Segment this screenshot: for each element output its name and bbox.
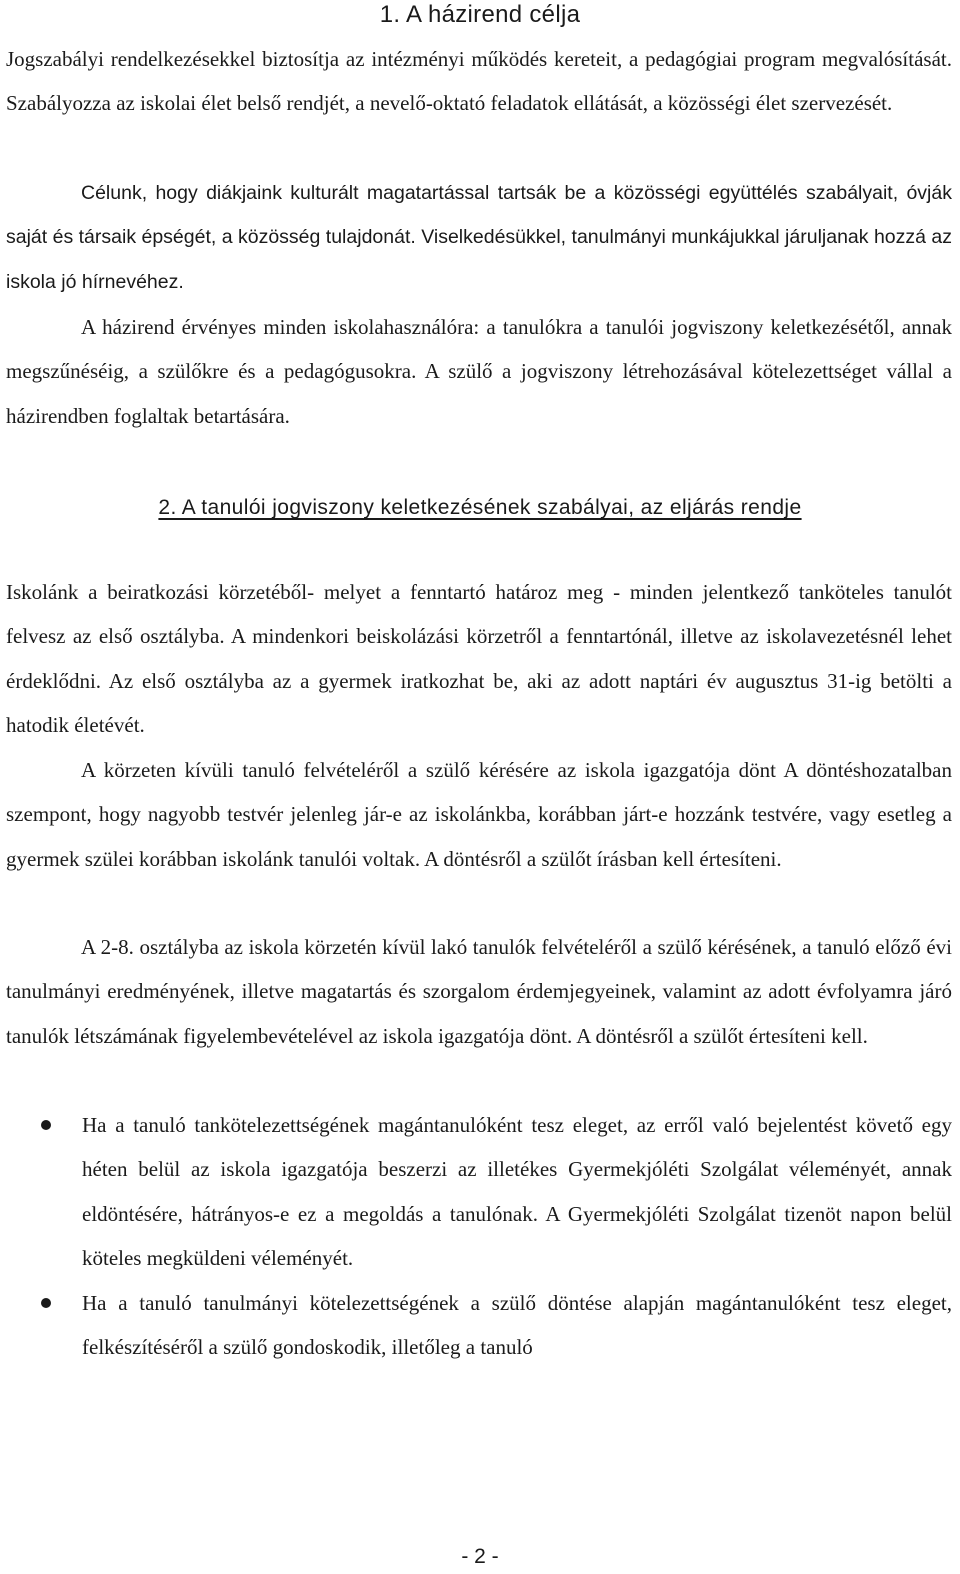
section-1-heading: 1. A házirend célja	[379, 1, 581, 28]
list-item	[0, 1103, 952, 1281]
section-2-paragraph-1: Iskolánk a beiratkozási körzetéből- melyet a fenntartó határoz meg - minden jelentkező tanköteles tanulót felvesz az első osztályba. A mindenkori beiskolázási körzetről a fenntartónál, illetve az iskolavezetésnél lehet érdeklődni. Az első osztályba az a gyermek iratkozhat be, aki az adott naptári év augusztus 31-ig betölti a hatodik életévét.	[6, 580, 952, 738]
bullet-icon	[41, 1120, 51, 1130]
section-2-paragraph-2: A körzeten kívüli tanuló felvételéről a szülő kérésére az iskola igazgatója dönt A döntéshozatalban szempont, hogy nagyobb testvér jelenleg jár-e az iskolánkba, korábban járt-e hozzánk testvére, vagy esetleg a gyermek szülei korábban iskolánk tanulói voltak. A döntésről a szülőt írásban kell értesíteni.	[6, 758, 952, 871]
list-item	[0, 1281, 952, 1370]
section-1-paragraph-2: Célunk, hogy diákjaink kulturált magatartással tartsák be a közösségi együttélés szabályait, óvják saját és társaik épségét, a közösség tulajdonát. Viselkedésükkel, tanulmányi munkájukkal járuljanak hozzá az iskola jó hírnevéhez.	[6, 182, 952, 293]
section-1-paragraph-3: A házirend érvényes minden iskolahasználóra: a tanulókra a tanulói jogviszony keletkezésétől, annak megszűnéséig, a szülőkre és a pedagógusokra. A szülő a jogviszony létrehozásával kötelezettséget vállal a házirendben foglaltak betartására.	[6, 315, 952, 428]
bullet-text: Ha a tanuló tankötelezettségének magántanulóként tesz eleget, az erről való bejelentést követő egy héten belül az iskola igazgatója beszerzi az illetékes Gyermekjóléti Szolgálat véleményét, annak eldöntésére, hátrányos-e ez a megoldás a tanulónak. A Gyermekjóléti Szolgálat tizenöt napon belül köteles megküldeni véleményét.	[82, 1113, 952, 1271]
section-2-paragraph-3: A 2-8. osztályba az iskola körzetén kívül lakó tanulók felvételéről a szülő kérésének, a tanuló előző évi tanulmányi eredményének, illetve magatartás és szorgalom érdemjegyeinek, valamint az adott évfolyamra járó tanulók létszámának figyelembevételével az iskola igazgatója dönt. A döntésről a szülőt értesíteni kell.	[6, 935, 952, 1048]
section-2-heading-text: 2. A tanulói jogviszony keletkezésének szabályai, az eljárás rendje	[158, 496, 802, 519]
bullet-list	[0, 1103, 952, 1369]
bullet-text: Ha a tanuló tanulmányi kötelezettségének a szülő döntése alapján magántanulóként tesz eleget, felkészítéséről a szülő gondoskodik, illetőleg a tanuló	[82, 1290, 952, 1360]
page-number: - 2 -	[461, 1545, 499, 1568]
bullet-icon	[41, 1298, 51, 1308]
section-2-heading	[0, 492, 960, 524]
section-1-paragraph-1: Jogszabályi rendelkezésekkel biztosítja az intézményi működés kereteit, a pedagógiai program megvalósítását. Szabályozza az iskolai élet belső rendjét, a nevelő-oktató feladatok ellátását, a közösségi élet szervezését.	[6, 47, 952, 116]
